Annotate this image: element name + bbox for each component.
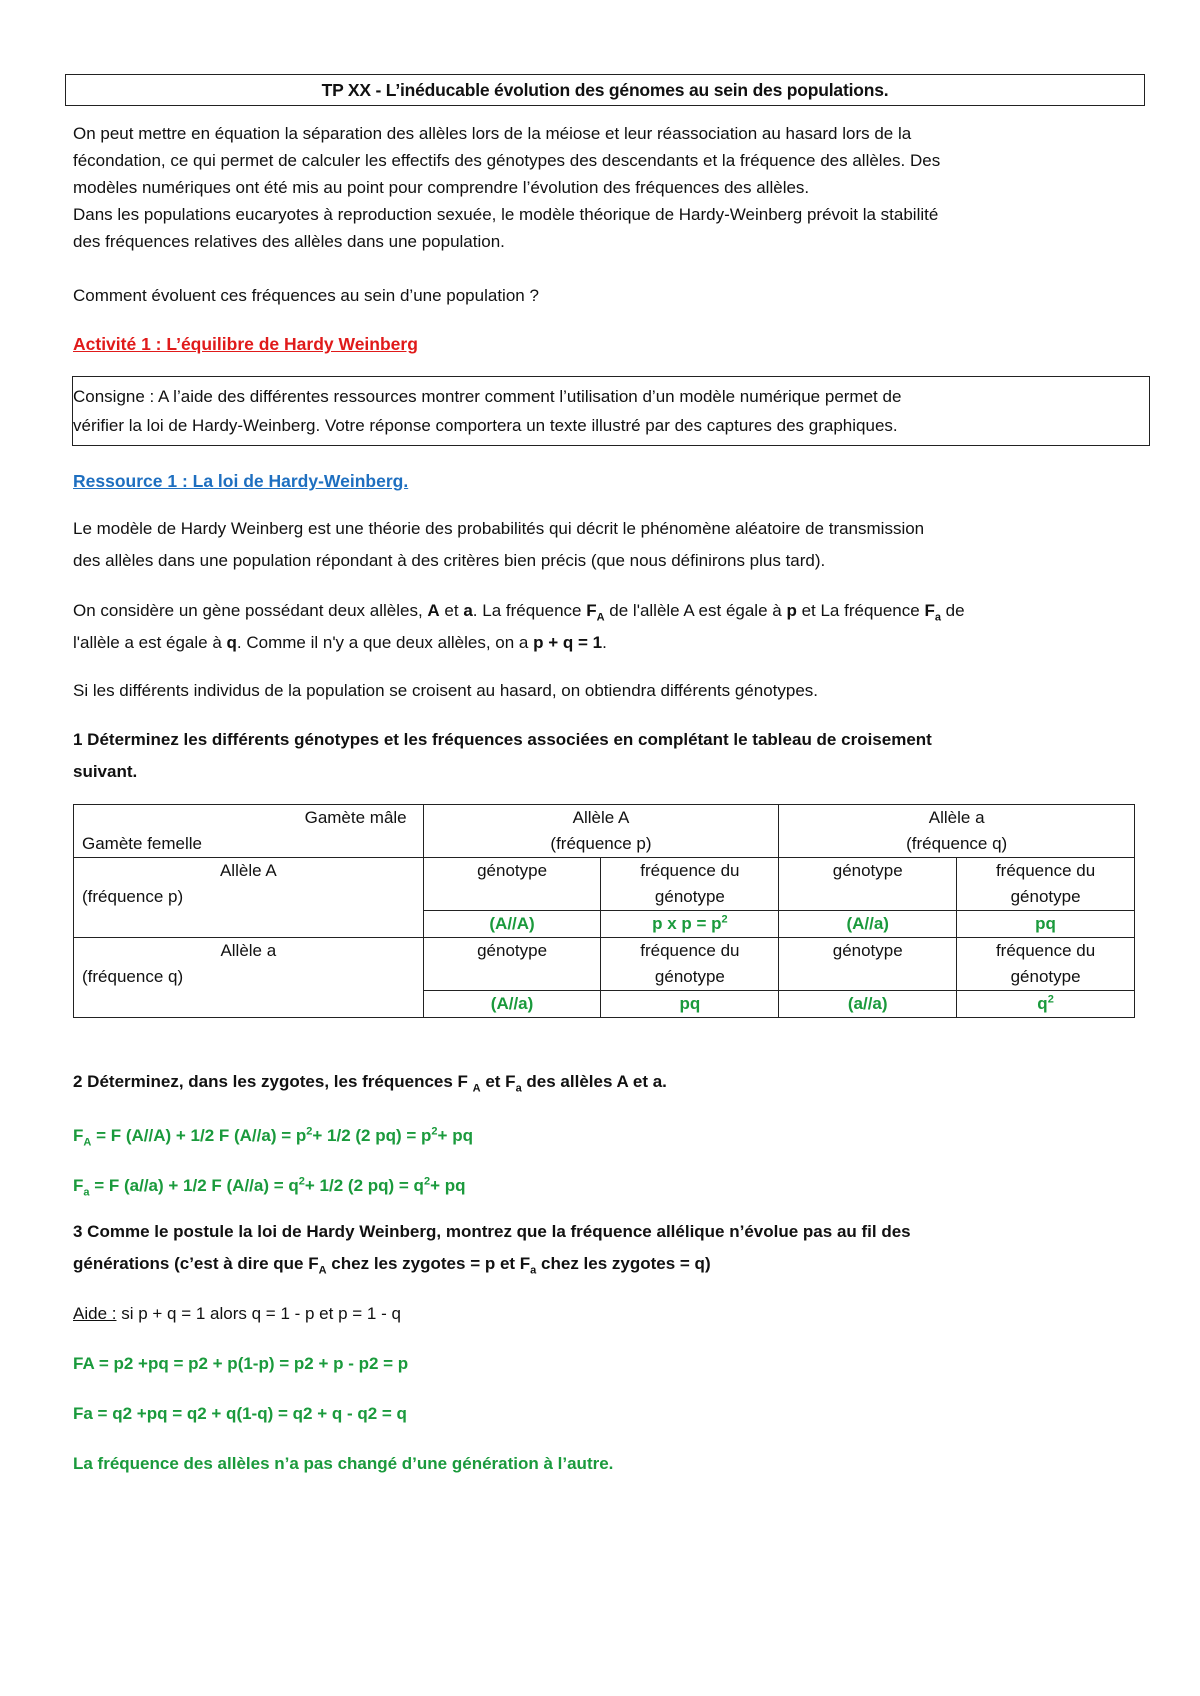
- intro-line: Dans les populations eucaryotes à reproduction sexuée, le modèle théorique de Hardy-Weinberg prévoit la stabilité: [73, 205, 939, 224]
- corner-cell: [74, 805, 424, 858]
- text: chez les zygotes = q): [536, 1254, 711, 1273]
- intro-line: des fréquences relatives des allèles dans une population.: [73, 232, 505, 251]
- aide-label: Aide :: [73, 1304, 117, 1323]
- intro-line: fécondation, ce qui permet de calculer les effectifs des génotypes des descendants et la fréquence des allèles. Des: [73, 151, 941, 170]
- answer-3a: FA = p2 +pq = p2 + p(1-p) = p2 + p - p2 = p: [73, 1354, 409, 1373]
- subscript: A: [596, 611, 605, 624]
- col-header-text: Allèle A: [572, 808, 630, 827]
- text: génotype: [654, 887, 725, 906]
- row-header-a: [74, 938, 424, 1018]
- table-row: [74, 858, 1135, 911]
- text: des allèles A et a.: [521, 1072, 667, 1091]
- text: F: [924, 601, 935, 620]
- subscript: A: [318, 1264, 327, 1277]
- freq-label: [601, 858, 779, 911]
- subscript: a: [530, 1264, 537, 1277]
- resource-line: Le modèle de Hardy Weinberg est une théorie des probabilités qui décrit le phénomène aléatoire de transmission: [73, 519, 925, 538]
- answer-cell: (A//A): [423, 911, 601, 938]
- genotype-label: génotype: [423, 938, 601, 991]
- answer-2a: [73, 1120, 1143, 1152]
- aide-text: si p + q = 1 alors q = 1 - p et p = 1 - q: [116, 1304, 401, 1323]
- text: de: [940, 601, 965, 620]
- cross-table: [73, 804, 1135, 1018]
- col-header-A: [423, 805, 779, 858]
- superscript: 2: [306, 1125, 313, 1138]
- resource-line: des allèles dans une population répondant à des critères bien précis (que nous définirons plus tard).: [73, 551, 826, 570]
- conclusion: La fréquence des allèles n’a pas changé d’une génération à l’autre.: [73, 1454, 614, 1473]
- text: + 1/2 (2 pq) = q: [304, 1176, 424, 1195]
- table-row: [74, 938, 1135, 991]
- col-header-text: (fréquence p): [550, 834, 652, 853]
- symbol-q: q: [226, 633, 237, 652]
- allele-A: A: [427, 601, 440, 620]
- text: = F (a//a) + 1/2 F (A//a) = q: [89, 1176, 299, 1195]
- document-content: [73, 74, 1143, 1480]
- consigne-box: [72, 376, 1150, 446]
- freq-FA: [586, 601, 605, 624]
- intro-paragraph: [73, 120, 1143, 255]
- col-header-text: (fréquence q): [906, 834, 1008, 853]
- text: et: [439, 601, 464, 620]
- text: + pq: [437, 1126, 473, 1145]
- question-2: [73, 1066, 1143, 1098]
- text: = F (A//A) + 1/2 F (A//a) = p: [91, 1126, 307, 1145]
- text: génotype: [1010, 887, 1081, 906]
- symbol-p: p: [786, 601, 797, 620]
- row-header-text: (fréquence q): [82, 967, 184, 986]
- main-question: Comment évoluent ces fréquences au sein d’une population ?: [73, 286, 539, 305]
- genotype-label: génotype: [423, 858, 601, 911]
- text: 2 Déterminez, dans les zygotes, les fréquences F: [73, 1072, 473, 1091]
- text: On considère un gène possédant deux allèles,: [73, 601, 428, 620]
- subscript: a: [934, 611, 941, 624]
- consigne-line: Consigne : A l’aide des différentes ressources montrer comment l’utilisation d’un modèle numérique permet de: [73, 387, 902, 406]
- text: q: [1037, 994, 1048, 1013]
- spacer: [73, 255, 1143, 282]
- table-header-row: [74, 805, 1135, 858]
- text: p x p = p: [652, 914, 722, 933]
- text: chez les zygotes = p et F: [326, 1254, 531, 1273]
- answer-cell: pq: [957, 911, 1135, 938]
- answer-cell: (A//a): [779, 911, 957, 938]
- cross-text: Si les différents individus de la population se croisent au hasard, on obtiendra différents génotypes.: [73, 681, 819, 700]
- gene-paragraph: [73, 595, 1143, 659]
- text: fréquence du: [640, 861, 740, 880]
- allele-a: a: [463, 601, 473, 620]
- resource-title: Ressource 1 : La loi de Hardy-Weinberg.: [73, 471, 409, 491]
- text: fréquence du: [995, 861, 1096, 880]
- superscript: 2: [431, 1125, 438, 1138]
- female-label: Gamète femelle: [82, 834, 202, 853]
- freq-label: [601, 938, 779, 991]
- question-1-line: suivant.: [73, 762, 138, 781]
- freq-label: [957, 858, 1135, 911]
- row-header-text: Allèle A: [219, 861, 277, 880]
- resource-paragraph: [73, 513, 1143, 577]
- superscript: 2: [1047, 993, 1054, 1006]
- text: F: [73, 1176, 84, 1195]
- text: .: [602, 633, 607, 652]
- consigne-line: vérifier la loi de Hardy-Weinberg. Votre réponse comportera un texte illustré par des captures des graphiques.: [73, 416, 898, 435]
- equation-p-plus-q: p + q = 1: [533, 633, 603, 652]
- question-1-line: 1 Déterminez les différents génotypes et les fréquences associées en complétant le tableau de croisement: [73, 730, 932, 749]
- gene-line-1: [73, 595, 1143, 627]
- text: génotype: [1010, 967, 1081, 986]
- text: F: [73, 1126, 84, 1145]
- subscript: a: [515, 1082, 522, 1095]
- text: . Comme il n'y a que deux allèles, on a: [236, 633, 534, 652]
- text: générations (c’est à dire que F: [73, 1254, 319, 1273]
- text: + pq: [430, 1176, 466, 1195]
- aide-line: [73, 1298, 1143, 1330]
- activity-title: Activité 1 : L’équilibre de Hardy Weinberg: [73, 334, 418, 354]
- question-3-line: 3 Comme le postule la loi de Hardy Weinberg, montrez que la fréquence allélique n’évolue pas au fil des: [73, 1222, 911, 1241]
- answer-3b: Fa = q2 +pq = q2 + q(1-q) = q2 + q - q2 = q: [73, 1404, 407, 1423]
- freq-Fa: [924, 601, 941, 624]
- question-3-line: [73, 1248, 1143, 1280]
- superscript: 2: [721, 913, 728, 926]
- answer-cell: [957, 991, 1135, 1018]
- text: . La fréquence: [472, 601, 587, 620]
- freq-label: [957, 938, 1135, 991]
- question-3: [73, 1216, 1143, 1280]
- answer-cell: [601, 911, 779, 938]
- row-header-text: Allèle a: [220, 941, 277, 960]
- col-header-a: [779, 805, 1135, 858]
- gene-line-2: [73, 627, 1143, 659]
- row-header-text: (fréquence p): [82, 887, 184, 906]
- row-header-A: [74, 858, 424, 938]
- col-header-text: Allèle a: [928, 808, 985, 827]
- text: et F: [480, 1072, 516, 1091]
- question-1: [73, 724, 1143, 788]
- page-title: TP XX - L’inéducable évolution des génomes au sein des populations.: [65, 74, 1145, 106]
- intro-line: On peut mettre en équation la séparation des allèles lors de la méiose et leur réassociation au hasard lors de la: [73, 124, 912, 143]
- male-label: Gamète mâle: [304, 808, 407, 827]
- text: + 1/2 (2 pq) = p: [312, 1126, 432, 1145]
- text: l'allèle a est égale à: [73, 633, 227, 652]
- text: fréquence du: [995, 941, 1096, 960]
- answer-2b: [73, 1170, 1143, 1202]
- subscript: A: [83, 1136, 92, 1149]
- answer-cell: pq: [601, 991, 779, 1018]
- superscript: 2: [298, 1175, 305, 1188]
- subscript: a: [83, 1186, 90, 1199]
- text: génotype: [654, 967, 725, 986]
- text: de l'allèle A est égale à: [604, 601, 787, 620]
- subscript: A: [472, 1082, 481, 1095]
- superscript: 2: [423, 1175, 431, 1188]
- genotype-label: génotype: [779, 858, 957, 911]
- answer-cell: (a//a): [779, 991, 957, 1018]
- text: fréquence du: [640, 941, 740, 960]
- genotype-label: génotype: [779, 938, 957, 991]
- intro-line: modèles numériques ont été mis au point pour comprendre l’évolution des fréquences des allèles.: [73, 178, 810, 197]
- text: et La fréquence: [796, 601, 925, 620]
- answer-cell: (A//a): [423, 991, 601, 1018]
- text: F: [586, 601, 597, 620]
